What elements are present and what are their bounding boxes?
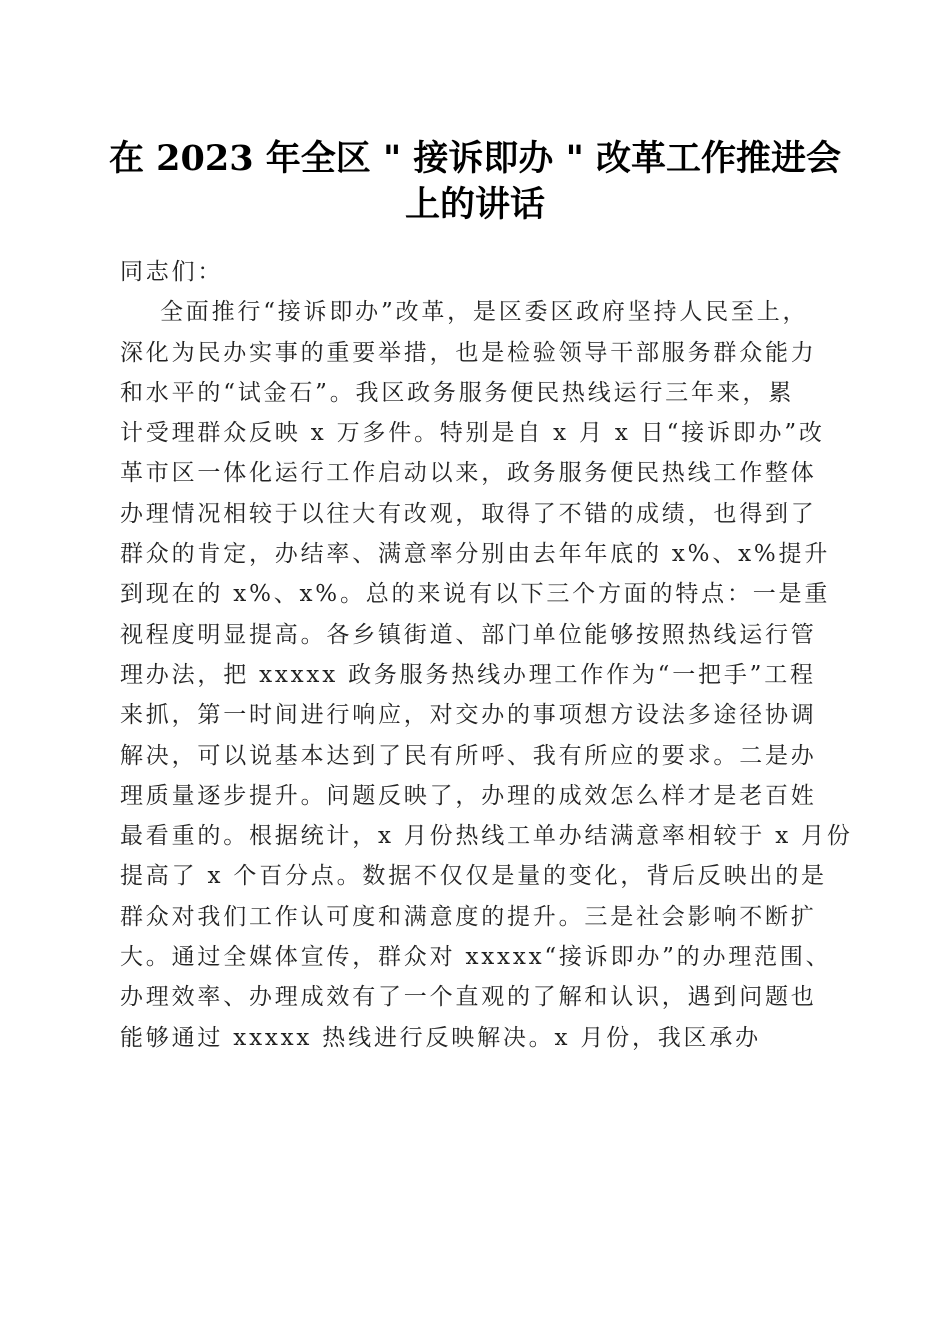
document-body [120, 252, 853, 1058]
body-line: 计受理群众反映 x 万多件。特别是自 x 月 x 日“接诉即办”改 [120, 420, 825, 447]
body-line: 视程度明显提高。各乡镇街道、部门单位能够按照热线运行管 [120, 621, 817, 648]
body-line: 理质量逐步提升。问题反映了，办理的成效怎么样才是老百姓 [120, 782, 817, 809]
document-title [90, 136, 860, 228]
body-line: 办理情况相较于以往大有改观，取得了不错的成绩，也得到了 [120, 500, 817, 527]
body-line: 最看重的。根据统计，x 月份热线工单办结满意率相较于 x 月份 [120, 823, 853, 850]
body-line: 来抓，第一时间进行响应，对交办的事项想方设法多途径协调 [120, 702, 817, 729]
body-line: 办理效率、办理成效有了一个直观的了解和认识，遇到问题也 [120, 984, 817, 1011]
body-line: 解决，可以说基本达到了民有所呼、我有所应的要求。二是办 [120, 742, 817, 769]
body-line: 深化为民办实事的重要举措，也是检验领导干部服务群众能力 [120, 339, 817, 366]
title-line-1: 在 2023 年全区 " 接诉即办 " 改革工作推进会 [109, 138, 841, 179]
body-line: 和水平的“试金石”。我区政务服务便民热线运行三年来，累 [120, 379, 795, 406]
body-line: 到现在的 x%、x%。总的来说有以下三个方面的特点：一是重 [120, 581, 831, 608]
body-line: 能够通过 xxxxx 热线进行反映解决。x 月份，我区承办 [120, 1024, 761, 1051]
body-line: 全面推行“接诉即办”改革，是区委区政府坚持人民至上， [160, 299, 809, 326]
body-line: 革市区一体化运行工作启动以来，政务服务便民热线工作整体 [120, 460, 817, 487]
body-line: 理办法，把 xxxxx 政务服务热线办理工作作为“一把手”工程 [120, 661, 816, 688]
title-line-2: 上的讲话 [404, 184, 545, 225]
body-line: 群众的肯定，办结率、满意率分别由去年年底的 x%、x%提升 [120, 541, 831, 568]
body-line: 群众对我们工作认可度和满意度的提升。三是社会影响不断扩 [120, 903, 817, 930]
body-line: 提高了 x 个百分点。数据不仅仅是量的变化，背后反映出的是 [120, 863, 827, 890]
body-line: 大。通过全媒体宣传，群众对 xxxxx“接诉即办”的办理范围、 [120, 944, 832, 971]
salutation: 同志们： [120, 259, 224, 285]
